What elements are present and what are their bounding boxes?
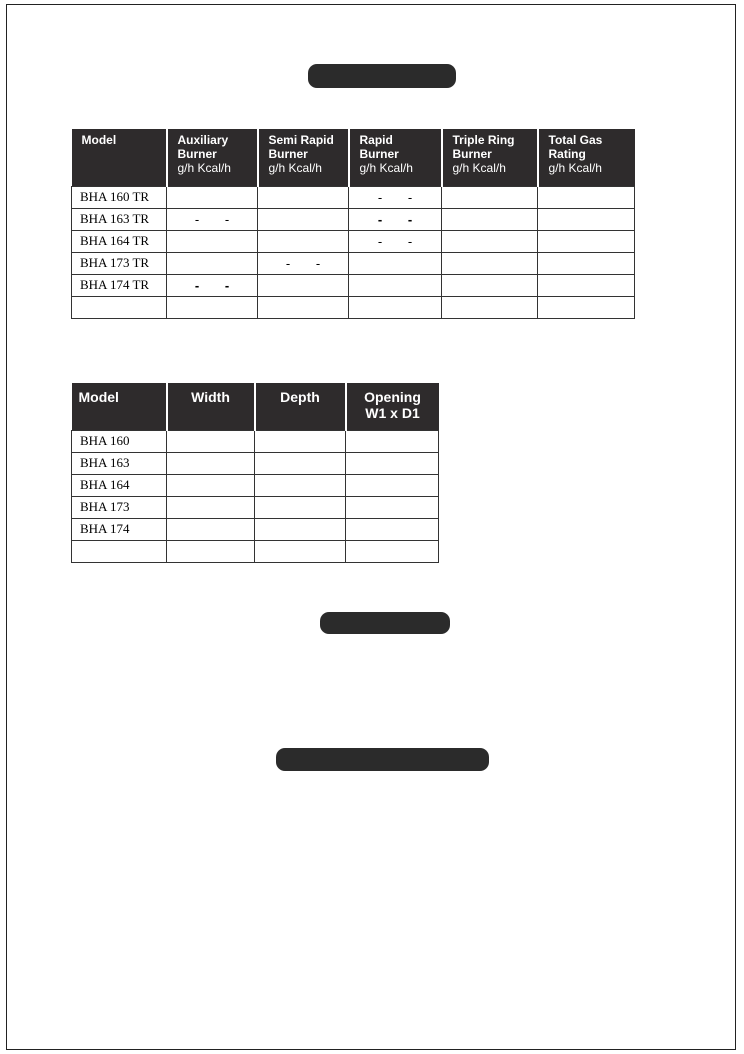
table-row: BHA 174 TR - - (72, 274, 635, 296)
table-row (72, 496, 439, 518)
header-total-gas: Total Gas Rating g/h Kcal/h (538, 129, 635, 186)
section-heading-bar-3 (276, 748, 489, 771)
model-cell: BHA 173 (72, 496, 167, 518)
model-cell: BHA 163 TR (72, 208, 167, 230)
header-opening: Opening W1 x D1 (346, 383, 439, 430)
table-row: BHA 163 TR - - - - (72, 208, 635, 230)
dimensions-table (71, 383, 439, 563)
table-row (72, 518, 439, 540)
header-depth: Depth (255, 383, 346, 430)
table-row (72, 296, 635, 318)
gas-table-header (72, 129, 635, 186)
table-row: BHA 173 TR - - (72, 252, 635, 274)
model-cell (72, 540, 167, 562)
header-semi-rapid: Semi Rapid Burner g/h Kcal/h (258, 129, 349, 186)
model-cell: BHA 174 (72, 518, 167, 540)
model-cell: BHA 173 TR (72, 252, 167, 274)
table-row (72, 430, 439, 452)
table-row (72, 474, 439, 496)
gas-rating-table (71, 129, 635, 319)
model-cell (72, 296, 167, 318)
header-triple-ring: Triple Ring Burner g/h Kcal/h (442, 129, 538, 186)
header-auxiliary: Auxiliary Burner g/h Kcal/h (167, 129, 258, 186)
header-model: Model (72, 383, 167, 430)
section-heading-bar-1 (308, 64, 456, 88)
table-row (72, 452, 439, 474)
table-row: BHA 160 TR - - (72, 186, 635, 208)
section-heading-bar-2 (320, 612, 450, 634)
header-width: Width (167, 383, 255, 430)
model-cell: BHA 160 TR (72, 186, 167, 208)
model-cell: BHA 164 TR (72, 230, 167, 252)
model-cell: BHA 174 TR (72, 274, 167, 296)
table-row: BHA 164 TR - - (72, 230, 635, 252)
model-cell: BHA 160 (72, 430, 167, 452)
header-rapid: Rapid Burner g/h Kcal/h (349, 129, 442, 186)
table-row (72, 540, 439, 562)
model-cell: BHA 164 (72, 474, 167, 496)
header-model: Model (72, 129, 167, 186)
dimensions-table-header (72, 383, 439, 430)
model-cell: BHA 163 (72, 452, 167, 474)
